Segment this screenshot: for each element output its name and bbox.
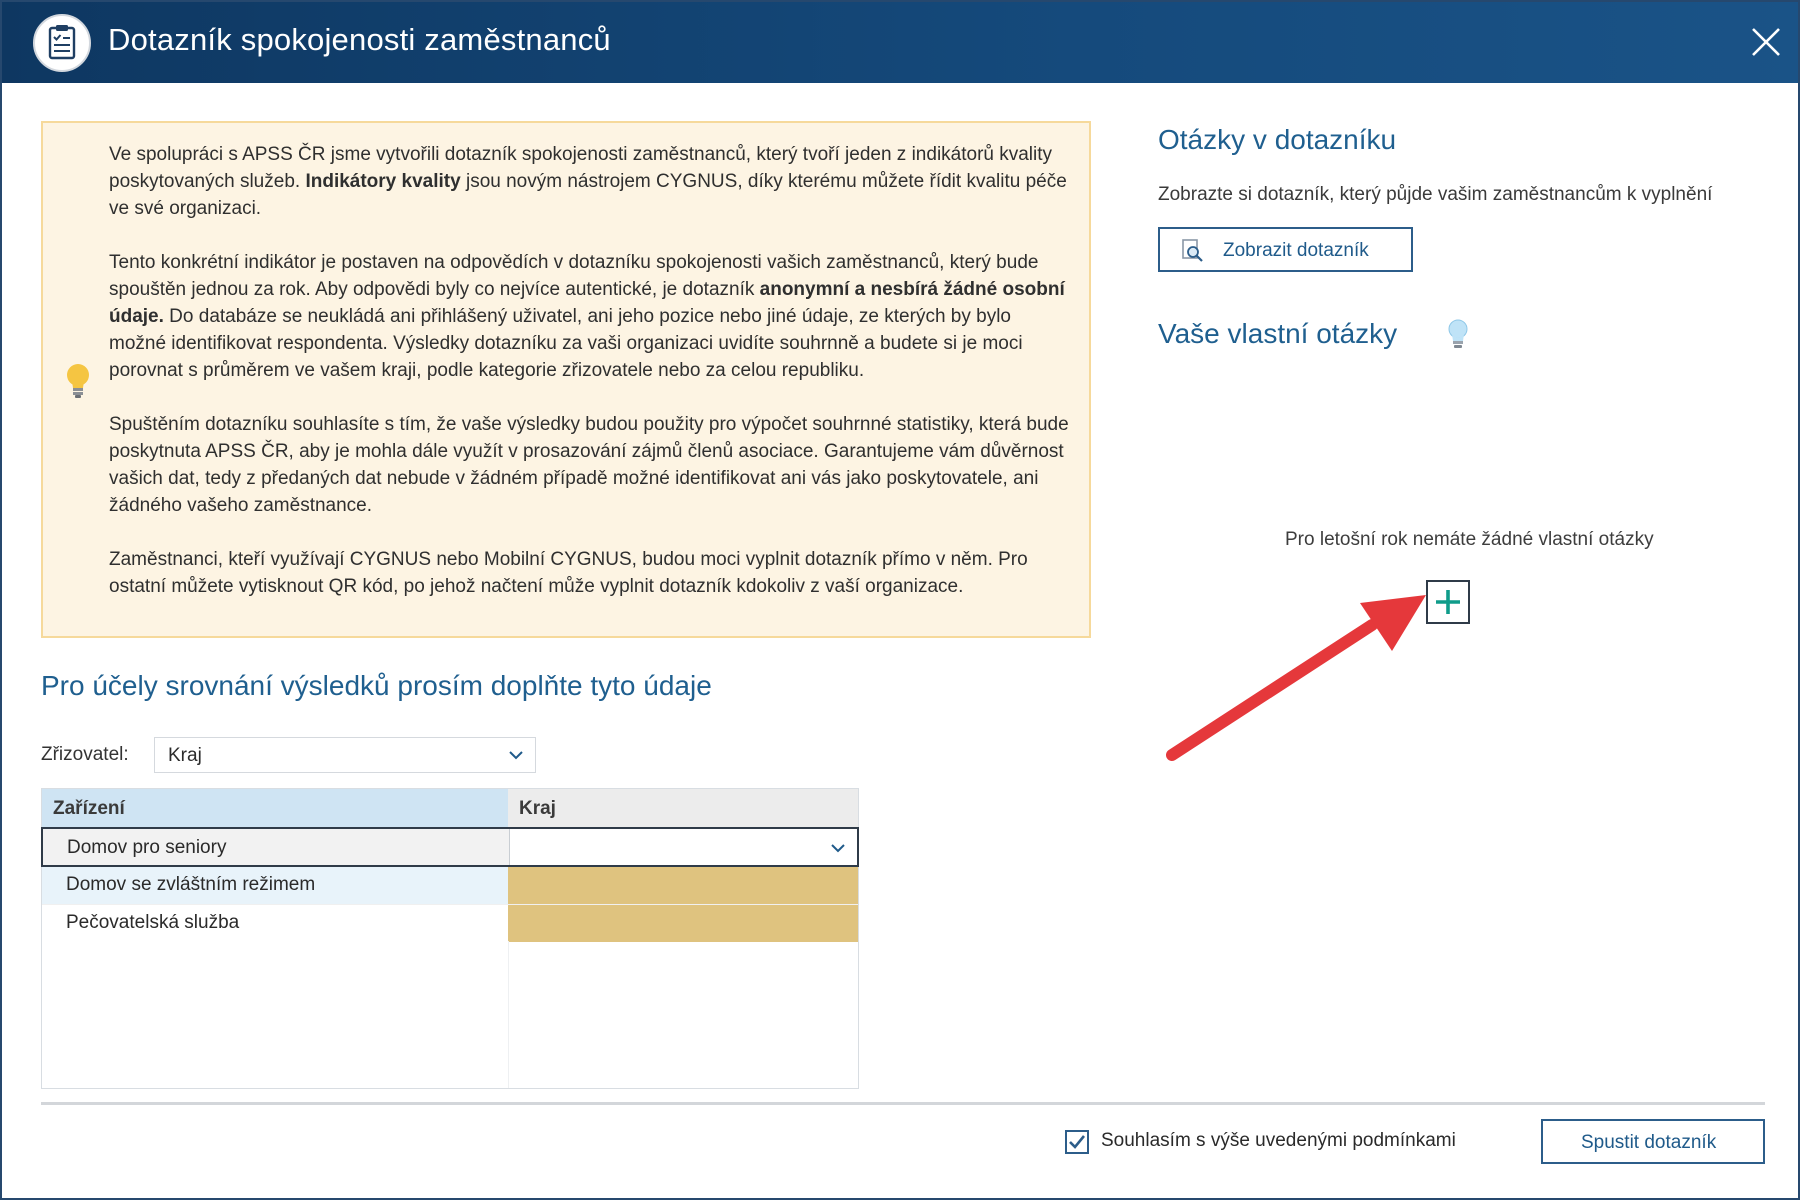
questions-heading: Otázky v dotazníku: [1158, 124, 1397, 155]
checklist-icon: [33, 14, 91, 72]
agree-checkbox[interactable]: [1065, 1130, 1089, 1154]
show-questionnaire-button[interactable]: [1158, 227, 1413, 272]
info-bold-text: Indikátory kvality: [305, 171, 461, 192]
info-panel: [41, 121, 1091, 638]
compare-heading: Pro účely srovnání výsledků prosím doplňte tyto údaje: [41, 670, 712, 701]
preview-icon: [1182, 239, 1204, 263]
facility-grid: [41, 788, 859, 1089]
show-questionnaire-label: Zobrazit dotazník: [1223, 240, 1369, 261]
chevron-down-icon: [507, 746, 525, 764]
info-text: [109, 141, 1069, 600]
founder-select-value: Kraj: [168, 745, 202, 766]
info-paragraph: Zaměstnanci, kteří využívají CYGNUS nebo Mobilní CYGNUS, budou moci vyplnit dotazník přímo v něm. Pro ostatní můžete vytisknout QR kód, po jehož načtení může vyplnit dotazník kdokoliv z vaší organizace.: [109, 549, 1028, 597]
facility-cell: [42, 905, 508, 942]
lightbulb-icon[interactable]: [1447, 319, 1469, 351]
info-text-run: Do databáze se neukládá ani přihlášený uživatel, ani jeho pozice nebo jiné údaje, ze kterých by bylo možné identifikovat respondenta. Výsledky dotazníku za vaši organizaci uvidíte souhrnně a budete si je moci porovnat s průměrem ve vašem kraji, podle kategorie zřizovatele nebo za celou republiku.: [109, 306, 1023, 381]
lightbulb-icon: [65, 363, 91, 399]
close-icon[interactable]: [1744, 20, 1788, 64]
info-text-run: jsou novým nástrojem CYGNUS, díky kterému můžete řídit kvalitu péče ve své organizaci.: [109, 171, 1067, 219]
facility-cell: [42, 867, 508, 904]
start-questionnaire-button[interactable]: [1541, 1119, 1765, 1164]
column-divider: [508, 941, 509, 1088]
facility-name: Pečovatelská služba: [66, 912, 240, 933]
custom-questions-heading: Vaše vlastní otázky: [1158, 318, 1398, 349]
founder-label: Zřizovatel:: [41, 744, 129, 765]
start-questionnaire-label: Spustit dotazník: [1581, 1132, 1717, 1153]
region-select[interactable]: [509, 829, 857, 865]
region-cell[interactable]: [508, 867, 858, 904]
info-text-run: Ve spolupráci s APSS ČR jsme vytvořili dotazník spokojenosti zaměstnanců, který tvoří jeden z indikátorů kvality poskytovaných služeb.: [109, 144, 1053, 192]
info-bold-text: anonymní a nesbírá žádné osobní údaje.: [109, 279, 1065, 327]
column-header-facility[interactable]: Zařízení: [42, 789, 508, 827]
chevron-down-icon[interactable]: [829, 839, 847, 857]
title-bar: [2, 2, 1798, 83]
facility-name: Domov se zvláštním režimem: [66, 874, 316, 895]
annotation-arrow: [1152, 587, 1437, 767]
info-paragraph: [109, 249, 1069, 384]
info-text-run: Tento konkrétní indikátor je postaven na odpovědích v dotazníku spokojenosti vašich zaměstnanců, který bude spouštěn jednou za rok. Aby odpovědi byly co nejvíce autentické, je dotazník: [109, 252, 1039, 300]
table-row[interactable]: [41, 827, 859, 867]
agree-label[interactable]: Souhlasím s výše uvedenými podmínkami: [1101, 1130, 1456, 1151]
window-title: Dotazník spokojenosti zaměstnanců: [108, 22, 611, 57]
column-header-region[interactable]: Kraj: [508, 789, 858, 827]
table-row[interactable]: [42, 904, 858, 941]
close-button[interactable]: [1744, 20, 1788, 64]
info-paragraph: [109, 141, 1069, 222]
facility-cell: [43, 829, 509, 865]
table-row[interactable]: [42, 867, 858, 904]
facility-name: Domov pro seniory: [67, 837, 227, 858]
questions-description: Zobrazte si dotazník, který půjde vašim zaměstnancům k vyplnění: [1158, 184, 1713, 205]
footer-separator: [41, 1102, 1765, 1105]
founder-select[interactable]: [154, 737, 536, 773]
info-paragraph: Spuštěním dotazníku souhlasíte s tím, že vaše výsledky budou použity pro výpočet souhrnné statistiky, která bude poskytnuta APSS ČR, aby je mohla dále využít v prosazování zájmů členů asociace. Garantujeme vám důvěrnost vašich dat, tedy z předaných dat nebude v žádném případě možné identifikovat ani vás jako poskytovatele, ani žádného vašeho zaměstnance.: [109, 414, 1069, 516]
no-custom-questions-text: Pro letošní rok nemáte žádné vlastní otázky: [1285, 529, 1654, 550]
checkmark-icon: [1067, 1132, 1087, 1152]
region-cell[interactable]: [508, 905, 858, 942]
